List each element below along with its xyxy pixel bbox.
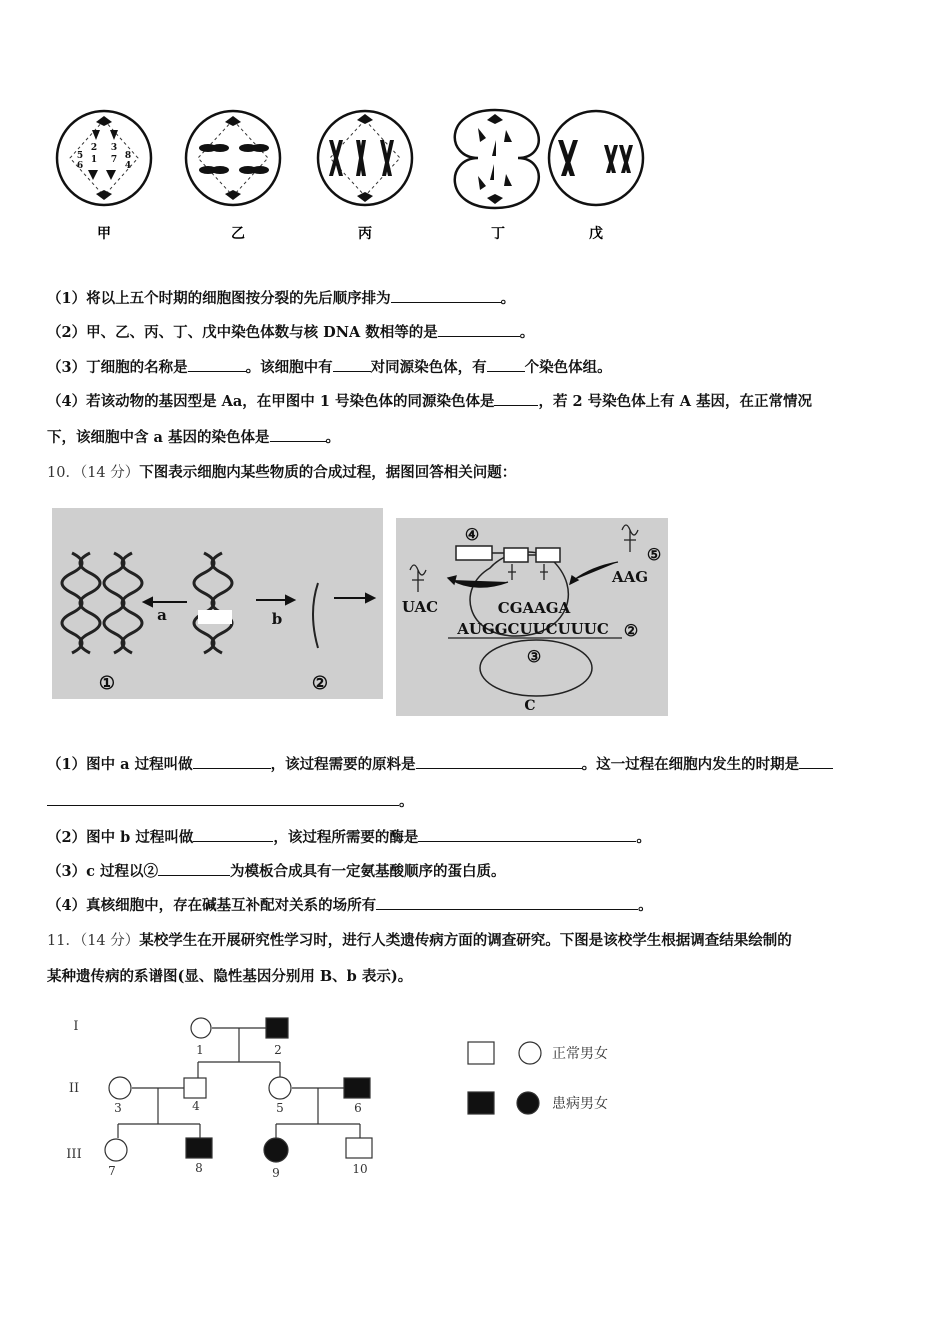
figure-label-2: ② (311, 673, 329, 694)
cell-label-wu: 戊 (589, 226, 603, 242)
individual-3-female-normal (109, 1077, 131, 1099)
q10-part3: （3）c 过程以② 为模板合成具有一定氨基酸顺序的蛋白质。 (47, 863, 506, 880)
chromosome-number: 1 (90, 155, 98, 165)
answer-blank[interactable] (333, 357, 371, 372)
individual-number: 6 (354, 1101, 362, 1115)
individual-9-female-affected (264, 1138, 288, 1162)
generation-I: I (73, 1019, 79, 1034)
answer-blank[interactable] (158, 861, 230, 876)
pedigree-chart (60, 1010, 660, 1190)
answer-blank[interactable] (47, 791, 399, 806)
answer-blank[interactable] (376, 895, 638, 910)
individual-8-male-affected (186, 1138, 212, 1158)
q9-part3: （3）丁细胞的名称是 。该细胞中有 对同源染色体，有 个染色体组。 (47, 359, 612, 376)
process-label-a: a (157, 606, 167, 624)
cell-label-ding: 丁 (491, 226, 505, 242)
chromosome-number: 4 (124, 161, 132, 171)
chromosome-number: 7 (110, 155, 118, 165)
answer-blank[interactable] (193, 754, 271, 769)
q10-part1: （1）图中 a 过程叫做 ，该过程需要的原料是 。这一过程在细胞内发生的时期是 (47, 753, 833, 774)
label-4: ④ (464, 525, 480, 544)
legend-normal-label: 正常男女 (552, 1046, 608, 1062)
legend-affected-male (468, 1092, 494, 1114)
chromosome-number: 6 (76, 161, 84, 171)
legend-affected-female (517, 1092, 539, 1114)
answer-blank[interactable] (487, 357, 525, 372)
q10-part1-cont: 。 (47, 790, 414, 811)
answer-blank[interactable] (193, 827, 273, 842)
generation-II: II (68, 1081, 80, 1096)
chromosome-number: 8 (124, 151, 132, 161)
q10-part4: （4）真核细胞中，存在碱基互补配对关系的场所有 。 (47, 897, 653, 914)
q10-part2: （2）图中 b 过程叫做 ，该过程所需要的酶是 。 (47, 829, 651, 846)
individual-5-female-normal (269, 1077, 291, 1099)
q9-part4-cont: 下，该细胞中含 a 基因的染色体是 。 (47, 429, 340, 446)
translation-figure (396, 518, 668, 716)
label-3-ribosome: ③ (526, 647, 542, 666)
q11-heading-cont: 某种遗传病的系谱图(显、隐性基因分别用 B、b 表示)。 (47, 968, 413, 985)
answer-blank[interactable] (418, 827, 636, 842)
individual-7-female-normal (105, 1139, 127, 1161)
generation-III: III (66, 1147, 82, 1162)
q9-part2: （2）甲、乙、丙、丁、戊中染色体数与核 DNA 数相等的是 。 (47, 324, 535, 341)
q9-part4: （4）若该动物的基因型是 Aa，在甲图中 1 号染色体的同源染色体是 ，若 2 号染色体上有 A 基因，在正常情况 (47, 393, 812, 410)
trna-anticodon-uac: UAC (401, 598, 439, 616)
answer-blank[interactable] (799, 754, 833, 769)
individual-number: 7 (108, 1164, 116, 1178)
replication-figure (52, 508, 383, 699)
answer-blank[interactable] (438, 322, 520, 337)
answer-blank[interactable] (188, 357, 246, 372)
individual-10-male-normal (346, 1138, 372, 1158)
individual-2-male-affected (266, 1018, 288, 1038)
answer-blank[interactable] (391, 288, 501, 303)
individual-number: 10 (352, 1162, 368, 1176)
q11-heading: 11．（14 分）某校学生在开展研究性学习时，进行人类遗传病方面的调查研究。下图是该校学生根据调查结果绘制的 (47, 932, 792, 949)
cell-label-jia: 甲 (97, 226, 111, 242)
individual-number: 4 (192, 1099, 200, 1113)
process-label-c: C (524, 698, 536, 714)
individual-4-male-normal (184, 1078, 206, 1098)
label-2-mrna: ② (623, 621, 639, 640)
q9-part1: （1）将以上五个时期的细胞图按分裂的先后顺序排为 。 (47, 290, 516, 307)
individual-number: 3 (114, 1101, 122, 1115)
figure-label-1: ① (98, 673, 116, 694)
cell-label-yi: 乙 (231, 226, 245, 242)
answer-blank[interactable] (494, 391, 538, 406)
q10-heading: 10．（14 分）下图表示细胞内某些物质的合成过程，据图回答相关问题： (47, 464, 517, 481)
chromosome-number: 3 (110, 143, 118, 153)
legend-normal-female (519, 1042, 541, 1064)
chromosome-number: 2 (90, 143, 98, 153)
individual-number: 9 (272, 1166, 280, 1180)
label-5: ⑤ (646, 545, 662, 564)
process-label-b: b (271, 610, 283, 628)
mrna-sequence: AUGGCUUCUUUC (457, 620, 609, 638)
chromosome-number: 5 (76, 151, 84, 161)
trna-anticodon-aag: AAG (611, 568, 649, 586)
individual-1-female-normal (191, 1018, 211, 1038)
anticodon-sequence: CGAAGA (497, 599, 571, 617)
individual-number: 2 (274, 1043, 282, 1057)
cell-label-bing: 丙 (358, 226, 372, 242)
answer-blank[interactable] (270, 427, 326, 442)
legend-normal-male (468, 1042, 494, 1064)
cell-division-figure (48, 100, 668, 250)
individual-6-male-affected (344, 1078, 370, 1098)
individual-number: 8 (195, 1161, 203, 1175)
individual-number: 1 (196, 1043, 204, 1057)
individual-number: 5 (276, 1101, 284, 1115)
legend-affected-label: 患病男女 (552, 1096, 608, 1112)
answer-blank[interactable] (416, 754, 582, 769)
